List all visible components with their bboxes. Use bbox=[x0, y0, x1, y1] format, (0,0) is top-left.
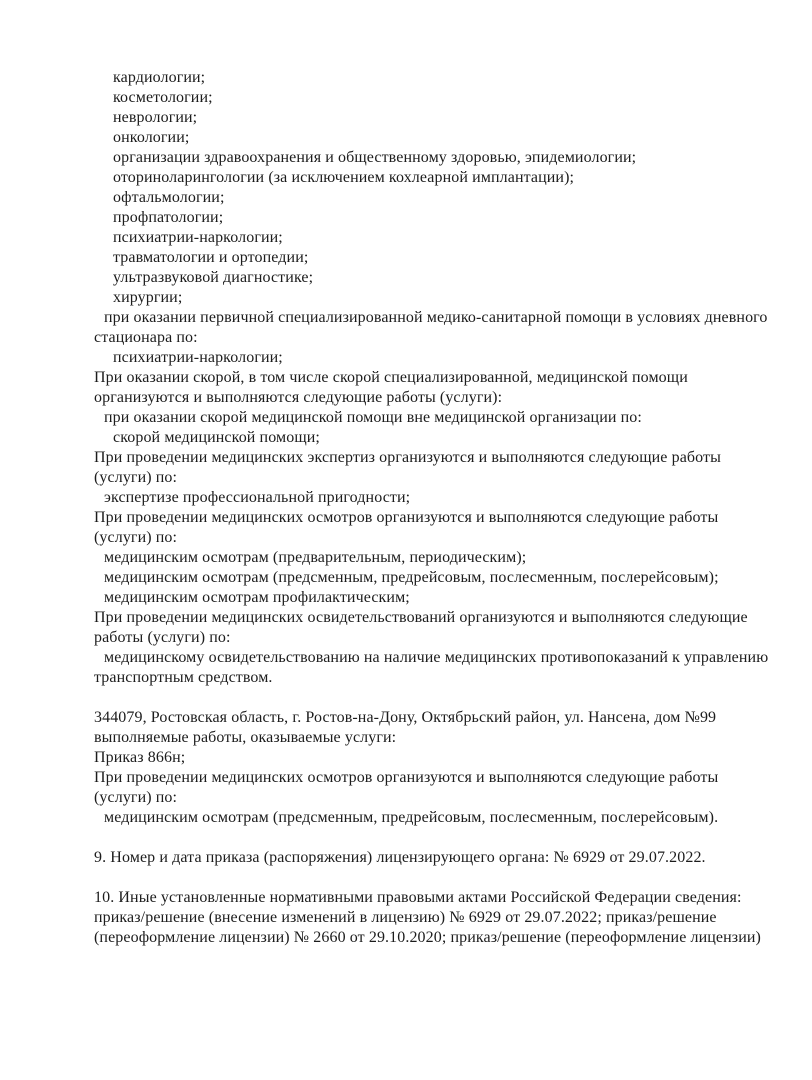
text-line: приказ/решение (внесение изменений в лицензию) № 6929 от 29.07.2022; приказ/решение bbox=[94, 909, 717, 926]
text-line: психиатрии-наркологии; bbox=[113, 229, 283, 246]
text-line: медицинским осмотрам профилактическим; bbox=[104, 589, 410, 606]
blank-line bbox=[94, 868, 812, 888]
text-line: скорой медицинской помощи; bbox=[113, 429, 320, 446]
text-line: оториноларингологии (за исключением кохлеарной имплантации); bbox=[113, 169, 575, 186]
text-line: при оказании скорой медицинской помощи вне медицинской организации по: bbox=[104, 409, 642, 426]
text-line: психиатрии-наркологии; bbox=[113, 349, 283, 366]
text-line: работы (услуги) по: bbox=[94, 629, 231, 646]
text-line: онкологии; bbox=[113, 129, 190, 146]
blank-line bbox=[94, 828, 812, 848]
text-line: (услуги) по: bbox=[94, 469, 178, 486]
text-line: выполняемые работы, оказываемые услуги: bbox=[94, 729, 397, 746]
blank-line bbox=[94, 688, 812, 708]
text-line: экспертизе профессиональной пригодности; bbox=[104, 489, 411, 506]
text-line: (услуги) по: bbox=[94, 529, 178, 546]
text-line: ультразвуковой диагностике; bbox=[113, 269, 314, 286]
text-line: (услуги) по: bbox=[94, 789, 178, 806]
text-line: офтальмологии; bbox=[113, 189, 225, 206]
text-line: При проведении медицинских освидетельствований организуются и выполняются следующие bbox=[94, 609, 748, 626]
text-line: профпатологии; bbox=[113, 209, 224, 226]
text-line-section-9: 9. Номер и дата приказа (распоряжения) лицензирующего органа: № 6929 от 29.07.2022. bbox=[94, 849, 706, 866]
text-line: организации здравоохранения и общественному здоровью, эпидемиологии; bbox=[113, 149, 637, 166]
text-line: при оказании первичной специализированной медико-санитарной помощи в условиях дневного bbox=[104, 309, 768, 326]
text-line: медицинским осмотрам (предварительным, периодическим); bbox=[104, 549, 527, 566]
text-line: медицинским осмотрам (предсменным, предрейсовым, послесменным, послерейсовым); bbox=[104, 569, 719, 586]
text-line-address: 344079, Ростовская область, г. Ростов-на-Дону, Октябрьский район, ул. Нансена, дом №99 bbox=[94, 709, 717, 726]
text-line: организуются и выполняются следующие работы (услуги): bbox=[94, 389, 503, 406]
text-line: травматологии и ортопедии; bbox=[113, 249, 309, 266]
text-line: При оказании скорой, в том числе скорой специализированной, медицинской помощи bbox=[94, 369, 688, 386]
text-line: (переоформление лицензии) № 2660 от 29.10.2020; приказ/решение (переоформление лицензии) bbox=[94, 929, 761, 946]
text-line: При проведении медицинских осмотров организуются и выполняются следующие работы bbox=[94, 769, 719, 786]
text-line: При проведении медицинских осмотров организуются и выполняются следующие работы bbox=[94, 509, 719, 526]
text-line: косметологии; bbox=[113, 89, 213, 106]
text-line: медицинским осмотрам (предсменным, предрейсовым, послесменным, послерейсовым). bbox=[104, 809, 719, 826]
text-line: кардиологии; bbox=[113, 69, 206, 86]
text-line: При проведении медицинских экспертиз организуются и выполняются следующие работы bbox=[94, 449, 721, 466]
text-line-section-10: 10. Иные установленные нормативными правовыми актами Российской Федерации сведения: bbox=[94, 889, 742, 906]
text-line: медицинскому освидетельствованию на наличие медицинских противопоказаний к управлению bbox=[104, 649, 769, 666]
text-line: транспортным средством. bbox=[94, 669, 273, 686]
text-line: стационара по: bbox=[94, 329, 198, 346]
text-line: неврологии; bbox=[113, 109, 198, 126]
text-line: хирургии; bbox=[113, 289, 183, 306]
text-line: Приказ 866н; bbox=[94, 749, 186, 766]
